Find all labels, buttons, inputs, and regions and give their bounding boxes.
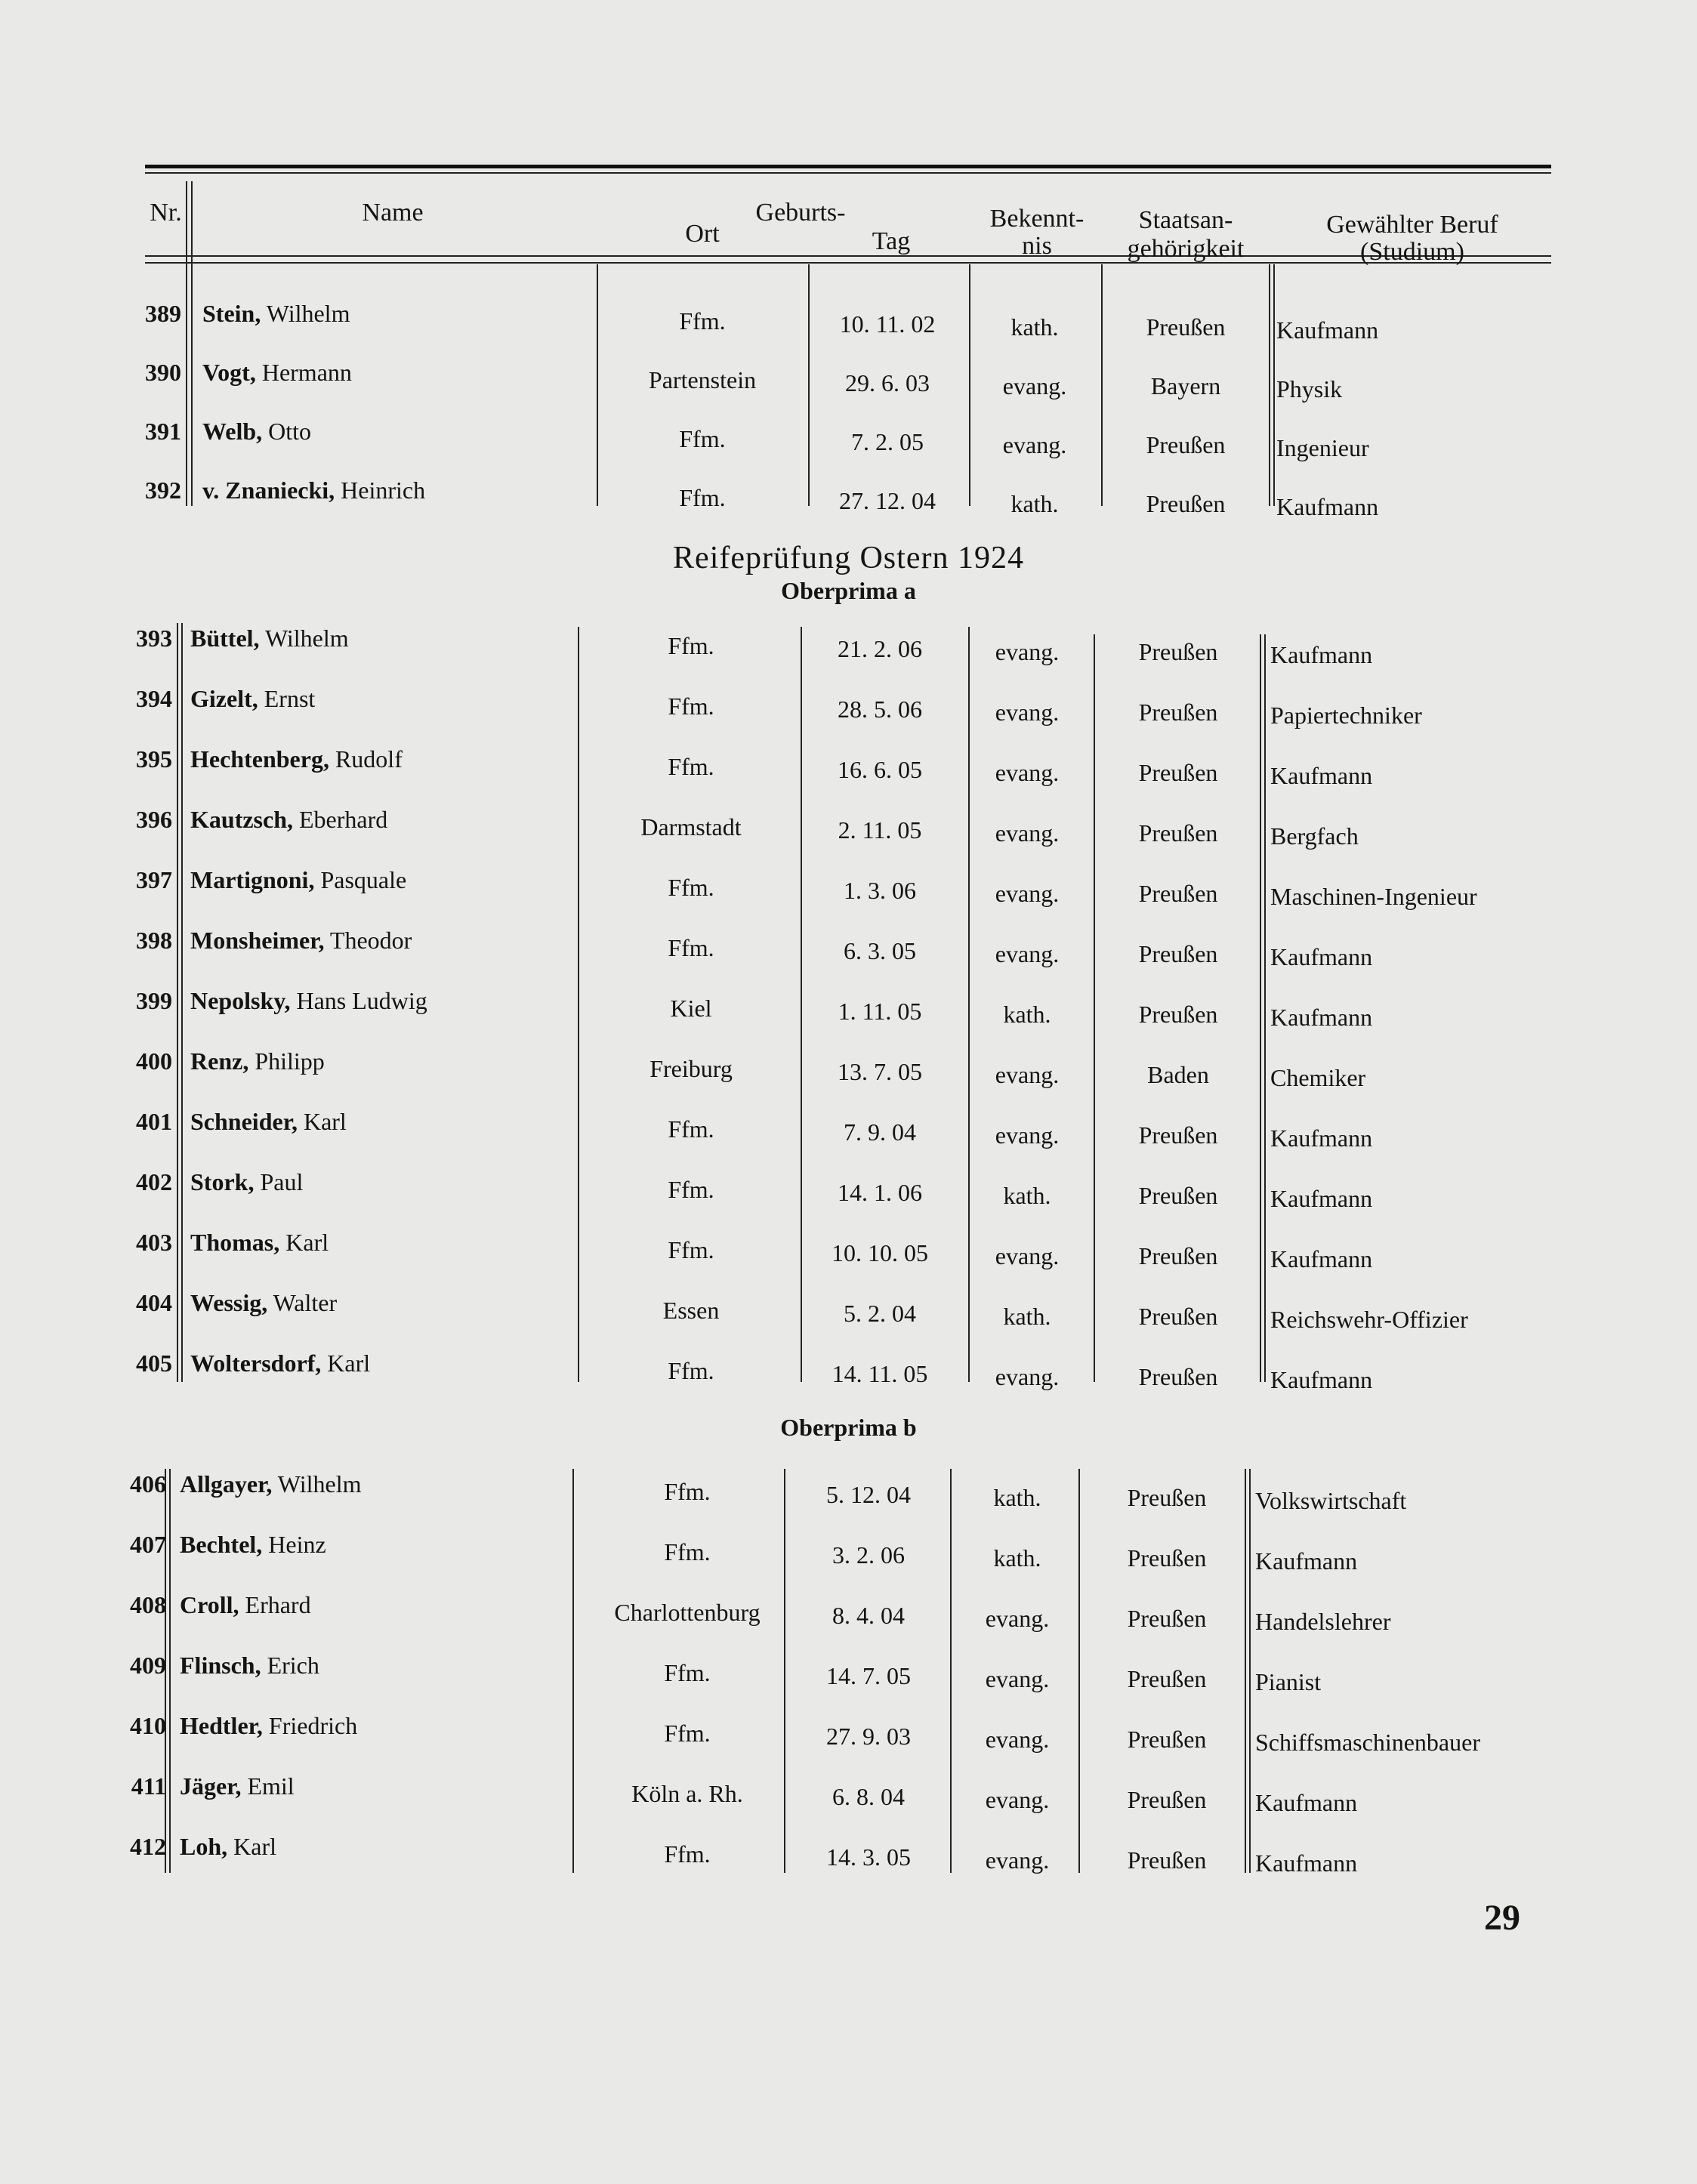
student-last-name: Renz, <box>190 1047 249 1075</box>
header-bekenntnis-1: Bekennt- <box>989 205 1085 233</box>
birth-place: Darmstadt <box>640 813 742 841</box>
row-number: 389 <box>145 300 181 327</box>
row-number: 390 <box>145 359 181 386</box>
birth-date: 21. 2. 06 <box>838 635 922 662</box>
student-last-name: Hedtler, <box>180 1712 263 1739</box>
student-last-name: Welb, <box>202 418 263 445</box>
birth-date: 7. 2. 05 <box>851 428 924 455</box>
confession: evang. <box>995 1242 1060 1269</box>
column-rule <box>1269 264 1270 506</box>
chosen-profession: Kaufmann <box>1255 1849 1358 1877</box>
student-name <box>190 804 387 834</box>
row-number: 402 <box>136 1168 172 1195</box>
student-first-name: Heinrich <box>341 477 426 504</box>
student-first-name: Hermann <box>261 359 352 386</box>
student-last-name: Monsheimer, <box>190 927 325 954</box>
citizenship: Preußen <box>1138 1121 1218 1149</box>
confession: evang. <box>1002 431 1067 458</box>
student-last-name: Loh, <box>180 1833 228 1860</box>
confession: evang. <box>995 1363 1060 1390</box>
chosen-profession: Reichswehr-Offizier <box>1270 1306 1468 1333</box>
chosen-profession: Ingenieur <box>1276 434 1369 461</box>
row-number: 395 <box>136 745 172 773</box>
student-name <box>180 1710 357 1741</box>
chosen-profession: Papiertechniker <box>1270 702 1422 729</box>
row-number: 398 <box>136 927 172 954</box>
citizenship: Preußen <box>1138 1303 1218 1330</box>
citizenship: Preußen <box>1127 1726 1207 1753</box>
column-rule <box>177 623 178 1382</box>
student-last-name: Stork, <box>190 1168 255 1195</box>
header-tag: Tag <box>872 227 911 255</box>
citizenship: Preußen <box>1127 1665 1207 1692</box>
student-last-name: Stein, <box>202 300 261 327</box>
birth-place: Ffm. <box>668 934 714 961</box>
confession: kath. <box>1003 1001 1051 1028</box>
citizenship: Preußen <box>1138 819 1218 847</box>
student-first-name: Erich <box>267 1652 319 1679</box>
citizenship: Baden <box>1147 1061 1209 1088</box>
birth-place: Ffm. <box>664 1478 711 1505</box>
student-first-name: Karl <box>285 1229 329 1256</box>
confession: kath. <box>1010 490 1059 517</box>
row-number: 396 <box>136 806 172 833</box>
table-top-rule <box>145 165 1551 168</box>
student-first-name: Pasquale <box>320 866 407 893</box>
birth-place: Charlottenburg <box>614 1599 761 1626</box>
citizenship: Preußen <box>1127 1484 1207 1511</box>
exam-heading: Reifeprüfung Ostern 1924 <box>673 541 1024 575</box>
chosen-profession: Kaufmann <box>1270 943 1373 970</box>
student-first-name: Theodor <box>329 927 412 954</box>
chosen-profession: Kaufmann <box>1255 1547 1358 1575</box>
chosen-profession: Maschinen-Ingenieur <box>1270 883 1477 910</box>
confession: kath. <box>1003 1303 1051 1330</box>
header-beruf-1: Gewählter Beruf <box>1326 211 1498 239</box>
birth-place: Ffm. <box>668 632 714 659</box>
birth-date: 1. 3. 06 <box>844 877 916 904</box>
row-number: 400 <box>136 1047 172 1075</box>
student-first-name: Wilhelm <box>266 300 350 327</box>
header-staat-1: Staatsan- <box>1138 206 1233 234</box>
birth-place: Ffm. <box>668 874 714 901</box>
birth-date: 14. 1. 06 <box>838 1179 922 1206</box>
student-first-name: Karl <box>327 1350 371 1377</box>
citizenship: Preußen <box>1138 699 1218 726</box>
chosen-profession: Kaufmann <box>1276 493 1379 520</box>
birth-date: 28. 5. 06 <box>838 696 922 723</box>
citizenship: Preußen <box>1146 490 1226 517</box>
birth-place: Ffm. <box>679 307 726 335</box>
confession: evang. <box>995 819 1060 847</box>
column-rule <box>1273 264 1275 506</box>
confession: evang. <box>995 759 1060 786</box>
citizenship: Preußen <box>1127 1846 1207 1874</box>
citizenship: Preußen <box>1127 1544 1207 1572</box>
birth-date: 5. 2. 04 <box>844 1300 916 1327</box>
header-staat-2: gehörigkeit <box>1127 235 1245 263</box>
citizenship: Preußen <box>1138 638 1218 665</box>
student-last-name: Schneider, <box>190 1108 298 1135</box>
row-number: 404 <box>136 1289 172 1316</box>
student-first-name: Hans Ludwig <box>296 987 427 1014</box>
student-last-name: Bechtel, <box>180 1531 263 1558</box>
column-rule <box>181 623 183 1382</box>
header-nr: Nr. <box>150 199 182 227</box>
birth-date: 14. 3. 05 <box>826 1843 911 1871</box>
student-last-name: Kautzsch, <box>190 806 293 833</box>
birth-place: Ffm. <box>664 1538 711 1566</box>
row-number: 401 <box>136 1108 172 1135</box>
class-heading-oberprima-a: Oberprima a <box>781 577 916 604</box>
student-first-name: Ernst <box>264 685 316 712</box>
birth-date: 29. 6. 03 <box>845 369 930 396</box>
row-number: 408 <box>130 1591 166 1618</box>
chosen-profession: Kaufmann <box>1276 316 1379 344</box>
student-first-name: Philipp <box>255 1047 325 1075</box>
confession: evang. <box>995 638 1060 665</box>
student-name <box>202 416 311 446</box>
student-first-name: Paul <box>260 1168 304 1195</box>
column-rule <box>186 181 187 506</box>
confession: evang. <box>985 1665 1050 1692</box>
student-last-name: Hechtenberg, <box>190 745 329 773</box>
row-number: 397 <box>136 866 172 893</box>
chosen-profession: Schiffsmaschinenbauer <box>1255 1729 1480 1756</box>
student-name <box>190 1106 347 1137</box>
student-name <box>190 1227 329 1257</box>
student-name <box>202 475 425 505</box>
birth-place: Ffm. <box>668 1357 714 1384</box>
column-rule <box>578 627 579 1382</box>
column-rule <box>572 1469 574 1873</box>
student-last-name: Wessig, <box>190 1289 268 1316</box>
birth-date: 14. 7. 05 <box>826 1662 911 1689</box>
column-rule <box>1264 634 1266 1382</box>
header-rule-top <box>145 172 1551 174</box>
confession: evang. <box>995 1061 1060 1088</box>
student-name <box>180 1771 295 1801</box>
chosen-profession: Kaufmann <box>1270 641 1373 668</box>
student-first-name: Karl <box>233 1833 276 1860</box>
header-beruf-2: (Studium) <box>1360 238 1464 266</box>
chosen-profession: Kaufmann <box>1270 1124 1373 1152</box>
birth-date: 13. 7. 05 <box>838 1058 922 1085</box>
birth-date: 1. 11. 05 <box>838 998 922 1025</box>
student-first-name: Heinz <box>268 1531 326 1558</box>
row-number: 411 <box>131 1772 166 1800</box>
student-name <box>190 1348 370 1378</box>
birth-date: 6. 3. 05 <box>844 937 916 964</box>
student-last-name: Nepolsky, <box>190 987 291 1014</box>
student-last-name: v. Znaniecki, <box>202 477 335 504</box>
chosen-profession: Kaufmann <box>1270 1245 1373 1272</box>
student-last-name: Büttel, <box>190 625 260 652</box>
chosen-profession: Handelslehrer <box>1255 1608 1391 1635</box>
birth-place: Partenstein <box>648 366 757 393</box>
chosen-profession: Pianist <box>1255 1668 1322 1695</box>
student-name <box>202 357 352 387</box>
student-last-name: Gizelt, <box>190 685 258 712</box>
student-last-name: Croll, <box>180 1591 239 1618</box>
header-ort: Ort <box>685 220 720 248</box>
confession: kath. <box>1003 1182 1051 1209</box>
citizenship: Preußen <box>1138 1242 1218 1269</box>
citizenship: Preußen <box>1127 1605 1207 1632</box>
row-number: 392 <box>145 477 181 504</box>
student-first-name: Emil <box>247 1772 295 1800</box>
student-name <box>190 1167 303 1197</box>
chosen-profession: Chemiker <box>1270 1064 1366 1091</box>
header-name: Name <box>362 199 424 227</box>
confession: evang. <box>995 699 1060 726</box>
confession: evang. <box>995 1121 1060 1149</box>
confession: evang. <box>995 880 1060 907</box>
birth-date: 3. 2. 06 <box>832 1541 905 1569</box>
confession: evang. <box>985 1605 1050 1632</box>
row-number: 407 <box>130 1531 166 1558</box>
student-last-name: Jäger, <box>180 1772 242 1800</box>
birth-date: 7. 9. 04 <box>844 1118 916 1146</box>
birth-place: Ffm. <box>679 425 726 452</box>
row-number: 412 <box>130 1833 166 1860</box>
citizenship: Preußen <box>1138 1182 1218 1209</box>
citizenship: Preußen <box>1138 1001 1218 1028</box>
student-name <box>190 865 406 895</box>
birth-date: 2. 11. 05 <box>838 816 922 844</box>
confession: evang. <box>1002 372 1067 399</box>
confession: kath. <box>993 1544 1041 1572</box>
birth-date: 10. 10. 05 <box>832 1239 928 1266</box>
row-number: 403 <box>136 1229 172 1256</box>
chosen-profession: Kaufmann <box>1270 762 1373 789</box>
row-number: 410 <box>130 1712 166 1739</box>
confession: evang. <box>985 1726 1050 1753</box>
student-name <box>190 1046 325 1076</box>
confession: kath. <box>1010 313 1059 341</box>
birth-place: Ffm. <box>664 1840 711 1868</box>
row-number: 399 <box>136 987 172 1014</box>
student-first-name: Walter <box>273 1289 338 1316</box>
student-last-name: Allgayer, <box>180 1470 273 1498</box>
birth-place: Köln a. Rh. <box>631 1780 743 1807</box>
confession: evang. <box>995 940 1060 967</box>
chosen-profession: Bergfach <box>1270 822 1359 850</box>
student-name <box>180 1590 311 1620</box>
student-name <box>180 1469 361 1499</box>
row-number: 406 <box>130 1470 166 1498</box>
student-last-name: Flinsch, <box>180 1652 261 1679</box>
citizenship: Preußen <box>1146 313 1226 341</box>
birth-place: Freiburg <box>649 1055 733 1082</box>
birth-place: Ffm. <box>668 1115 714 1143</box>
student-first-name: Eberhard <box>299 806 388 833</box>
student-first-name: Otto <box>268 418 312 445</box>
column-rule <box>191 181 193 506</box>
student-first-name: Wilhelm <box>277 1470 362 1498</box>
birth-place: Ffm. <box>668 693 714 720</box>
birth-place: Ffm. <box>679 484 726 511</box>
student-first-name: Erhard <box>245 1591 311 1618</box>
citizenship: Preußen <box>1138 940 1218 967</box>
student-name <box>180 1831 276 1862</box>
student-name <box>190 683 315 714</box>
page-number: 29 <box>1484 1898 1520 1938</box>
student-last-name: Thomas, <box>190 1229 280 1256</box>
citizenship: Bayern <box>1150 372 1221 399</box>
birth-place: Ffm. <box>668 1176 714 1203</box>
citizenship: Preußen <box>1138 759 1218 786</box>
chosen-profession: Kaufmann <box>1270 1366 1373 1393</box>
chosen-profession: Kaufmann <box>1270 1185 1373 1212</box>
birth-place: Ffm. <box>664 1659 711 1686</box>
header-geburts: Geburts- <box>755 199 846 227</box>
column-rule <box>169 1469 171 1873</box>
birth-date: 6. 8. 04 <box>832 1783 905 1810</box>
citizenship: Preußen <box>1127 1786 1207 1813</box>
birth-date: 27. 12. 04 <box>839 487 936 514</box>
row-number: 393 <box>136 625 172 652</box>
birth-place: Essen <box>662 1297 720 1324</box>
column-rule <box>950 1469 952 1873</box>
header-bekenntnis-2: nis <box>1022 232 1052 260</box>
row-number: 391 <box>145 418 181 445</box>
birth-place: Ffm. <box>668 1236 714 1263</box>
student-last-name: Woltersdorf, <box>190 1350 322 1377</box>
birth-date: 5. 12. 04 <box>826 1481 911 1508</box>
birth-date: 8. 4. 04 <box>832 1602 905 1629</box>
column-rule <box>597 264 598 506</box>
student-first-name: Karl <box>303 1108 347 1135</box>
confession: evang. <box>985 1786 1050 1813</box>
citizenship: Preußen <box>1138 880 1218 907</box>
chosen-profession: Physik <box>1276 375 1343 403</box>
student-first-name: Rudolf <box>335 745 403 773</box>
student-last-name: Martignoni, <box>190 866 315 893</box>
student-first-name: Wilhelm <box>264 625 349 652</box>
birth-date: 16. 6. 05 <box>838 756 922 783</box>
birth-date: 27. 9. 03 <box>826 1723 911 1750</box>
chosen-profession: Kaufmann <box>1270 1004 1373 1031</box>
student-name <box>190 925 412 955</box>
class-heading-oberprima-b: Oberprima b <box>780 1414 917 1441</box>
chosen-profession: Kaufmann <box>1255 1789 1358 1816</box>
birth-place: Kiel <box>670 995 712 1022</box>
row-number: 409 <box>130 1652 166 1679</box>
confession: evang. <box>985 1846 1050 1874</box>
student-name <box>190 744 403 774</box>
student-name <box>190 623 349 653</box>
row-number: 405 <box>136 1350 172 1377</box>
student-first-name: Friedrich <box>268 1712 358 1739</box>
row-number: 394 <box>136 685 172 712</box>
student-name <box>180 1650 319 1680</box>
student-name <box>190 986 427 1016</box>
student-name <box>180 1529 326 1559</box>
citizenship: Preußen <box>1146 431 1226 458</box>
birth-date: 14. 11. 05 <box>832 1360 928 1387</box>
birth-date: 10. 11. 02 <box>839 310 936 338</box>
confession: kath. <box>993 1484 1041 1511</box>
birth-place: Ffm. <box>664 1720 711 1747</box>
citizenship: Preußen <box>1138 1363 1218 1390</box>
chosen-profession: Volkswirtschaft <box>1255 1487 1407 1514</box>
student-name <box>202 298 350 329</box>
birth-place: Ffm. <box>668 753 714 780</box>
student-name <box>190 1288 337 1318</box>
student-last-name: Vogt, <box>202 359 256 386</box>
